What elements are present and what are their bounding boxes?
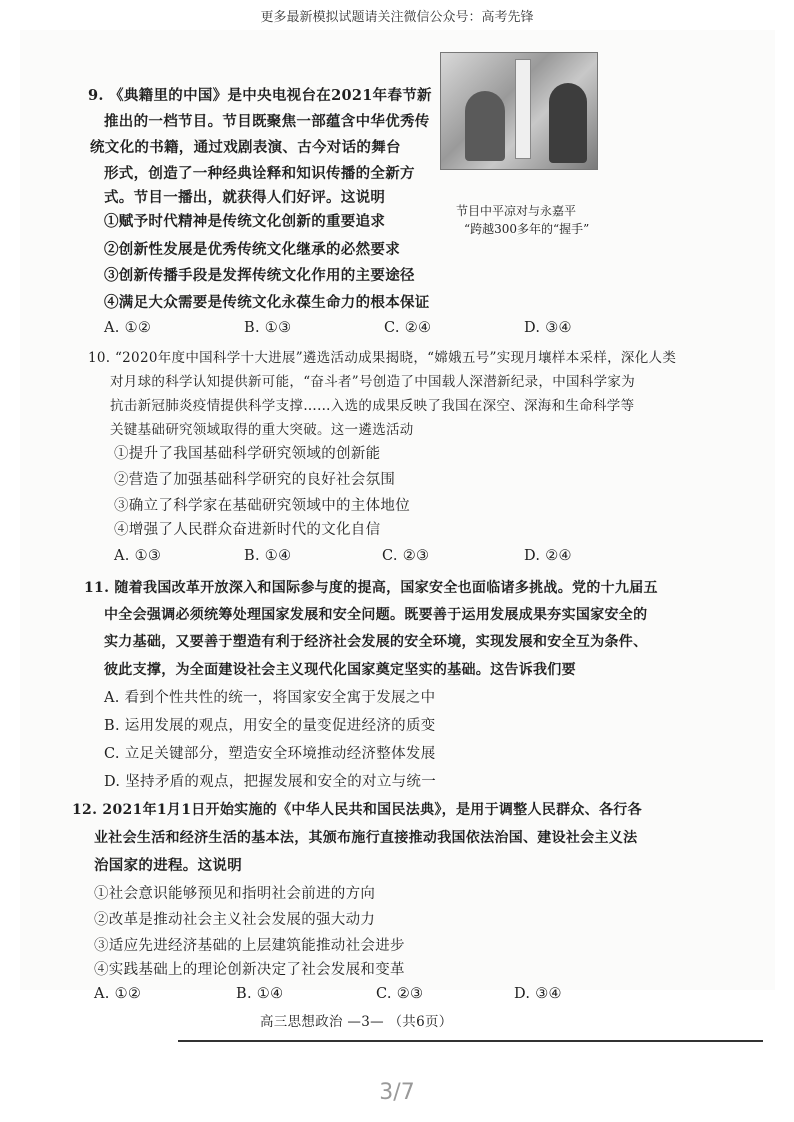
q9-choice-b: B. ①③ (244, 320, 292, 336)
figure-left (465, 91, 505, 161)
q11-stem-line3: 实力基础，又要善于塑造有利于经济社会发展的安全环境，实现发展和安全互为条件、 (104, 634, 648, 650)
q9-option-1: ①赋予时代精神是传统文化创新的重要追求 (104, 213, 386, 230)
q12-choice-d: D. ③④ (514, 986, 562, 1002)
q11-choice-a: A. 看到个性共性的统一，将国家安全寓于发展之中 (104, 690, 436, 706)
title-banner (515, 59, 531, 159)
q11-choice-c: C. 立足关键部分，塑造安全环境推动经济整体发展 (104, 746, 436, 762)
q12-choice-a: A. ①② (94, 986, 142, 1002)
q12-choice-b: B. ①④ (236, 986, 284, 1002)
q9-stem-line3: 统文化的书籍，通过戏剧表演、古今对话的舞台 (90, 139, 401, 156)
figure-right (549, 83, 587, 163)
q10-stem-line2: 对月球的科学认知提供新可能，“奋斗者”号创造了中国载人深潜新纪录，中国科学家为 (110, 374, 636, 390)
q10-option-3: ③确立了科学家在基础研究领域中的主体地位 (114, 498, 410, 514)
q10-stem-line3: 抗击新冠肺炎疫情提供科学支撑……入选的成果反映了我国在深空、深海和生命科学等 (110, 398, 635, 414)
q11-choice-d: D. 坚持矛盾的观点，把握发展和安全的对立与统一 (104, 774, 437, 790)
top-banner: 更多最新模拟试题请关注微信公众号：高考先锋 (260, 10, 534, 25)
q10-choice-c: C. ②③ (382, 548, 430, 564)
q9-choice-d: D. ③④ (524, 320, 572, 336)
q9-stem-line4: 形式，创造了一种经典诠释和知识传播的全新方 (104, 165, 415, 182)
image-caption-line1: 节目中平凉对与永嘉平 (456, 204, 577, 218)
q9-stem-line5: 式。节目一播出，就获得人们好评。这说明 (104, 189, 386, 206)
q10-choice-a: A. ①③ (114, 548, 162, 564)
q10-stem-line4: 关键基础研究领域取得的重大突破。这一遴选活动 (110, 422, 414, 438)
page-footer: 高三思想政治 —3— （共6页） (260, 1014, 453, 1030)
q10-option-2: ②营造了加强基础科学研究的良好社会氛围 (114, 472, 396, 488)
q11-stem-line2: 中全会强调必须统筹处理国家发展和安全问题。既要善于运用发展成果夯实国家安全的 (104, 607, 648, 623)
q10-stem-line1: 10. “2020年度中国科学十大进展”遴选活动成果揭晓，“嫦娥五号”实现月壤样本采样，深化人类 (88, 350, 677, 366)
q9-stem-line1: 9. 《典籍里的中国》是中央电视台在2021年春节新 (88, 87, 432, 104)
q12-option-3: ③适应先进经济基础的上层建筑能推动社会进步 (94, 938, 405, 954)
q11-stem-line1: 11. 随着我国改革开放深入和国际参与度的提高，国家安全也面临诸多挑战。党的十九届五 (84, 580, 658, 596)
program-still-image (440, 52, 598, 170)
q9-choice-c: C. ②④ (384, 320, 432, 336)
q10-option-1: ①提升了我国基础科学研究领域的创新能 (114, 446, 381, 462)
q10-choice-b: B. ①④ (244, 548, 292, 564)
q9-option-3: ③创新传播手段是发挥传统文化作用的主要途径 (104, 267, 415, 284)
q12-option-1: ①社会意识能够预见和指明社会前进的方向 (94, 886, 376, 902)
q12-option-4: ④实践基础上的理论创新决定了社会发展和变革 (94, 962, 405, 978)
q12-option-2: ②改革是推动社会主义社会发展的强大动力 (94, 912, 376, 928)
q12-stem-line2: 业社会生活和经济生活的基本法，其颁布施行直接推动我国依法治国、建设社会主义法 (94, 830, 638, 846)
q9-choice-a: A. ①② (104, 320, 152, 336)
q12-choice-c: C. ②③ (376, 986, 424, 1002)
q9-option-4: ④满足大众需要是传统文化永葆生命力的根本保证 (104, 294, 430, 311)
q11-stem-line4: 彼此支撑，为全面建设社会主义现代化国家奠定坚实的基础。这告诉我们要 (104, 662, 576, 678)
q10-choice-d: D. ②④ (524, 548, 572, 564)
q12-stem-line3: 治国家的进程。这说明 (94, 857, 242, 874)
page-indicator: 3/7 (379, 1080, 415, 1105)
q9-option-2: ②创新性发展是优秀传统文化继承的必然要求 (104, 241, 400, 258)
image-caption-line2: “跨越300多年的“握手” (464, 222, 590, 236)
q10-option-4: ④增强了人民群众奋进新时代的文化自信 (114, 522, 381, 538)
q11-choice-b: B. 运用发展的观点，用安全的量变促进经济的质变 (104, 718, 436, 734)
q9-stem-line2: 推出的一档节目。节目既聚焦一部蕴含中华优秀传 (104, 113, 430, 130)
footer-divider (178, 1040, 763, 1042)
q12-stem-line1: 12. 2021年1月1日开始实施的《中华人民共和国民法典》，是用于调整人民群众、各行各 (72, 802, 642, 818)
